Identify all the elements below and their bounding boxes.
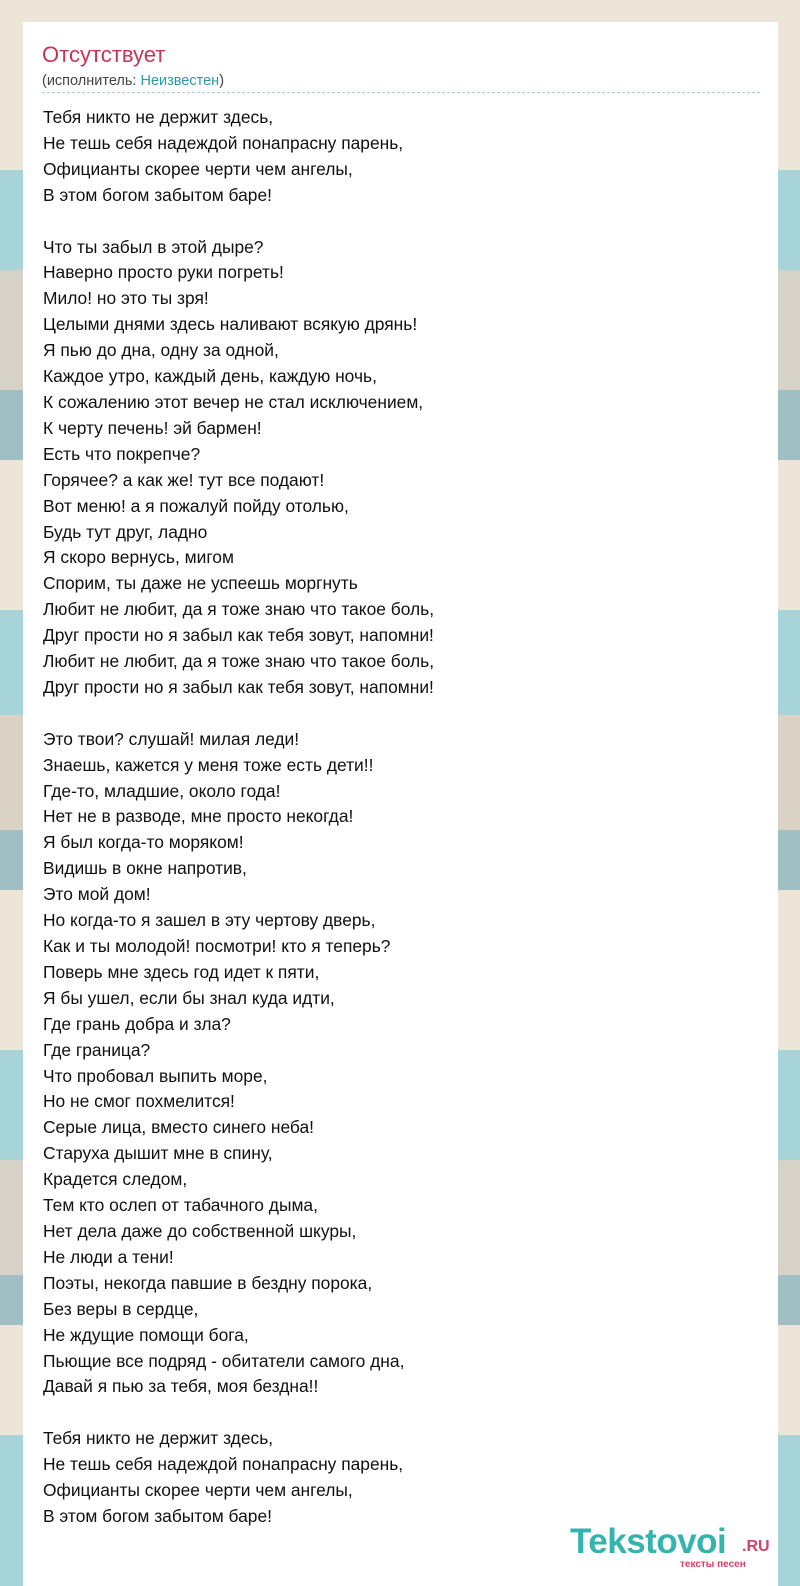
logo-tagline: тексты песен: [680, 1559, 746, 1570]
logo-tld: .RU: [742, 1538, 770, 1555]
lyrics-text: Тебя никто не держит здесь, Не тешь себя надеждой понапрасну парень, Официанты скорее черти чем ангелы, В этом богом забытом баре! Что ты забыл в этой дыре? Наверно просто руки погреть! Мило! но это ты зря! Целыми днями здесь наливают всякую дрянь! Я пью до дна, одну за одной, Каждое утро, каждый день, каждую ночь, К сожалению этот вечер не стал исключением, К черту печень! эй бармен! Есть что покрепче? Горячее? а как же! тут все подают! Вот меню! а я пожалуй пойду отолью, Будь тут друг, ладно Я скоро вернусь, мигом Спорим, ты даже не успеешь моргнуть Любит не любит, да я тоже знаю что такое боль, Друг прости но я забыл как тебя зовут, напомни! Любит не любит, да я тоже знаю что такое боль, Друг прости но я забыл как тебя зовут, напомни! Это твои? слушай! милая леди! Знаешь, кажется у меня тоже есть дети!! Где-то, младшие, около года! Нет не в разводе, мне просто некогда! Я был когда-то моряком! Видишь в окне напротив, Это мой дом! Но когда-то я зашел в эту чертову дверь, Как и ты молодой! посмотри! кто я теперь? Поверь мне здесь год идет к пяти, Я бы ушел, если бы знал куда идти, Где грань добра и зла? Где граница? Что пробовал выпить море, Но не смог похмелится! Серые лица, вместо синего неба! Старуха дышит мне в спину, Крадется следом, Тем кто ослеп от табачного дыма, Нет дела даже до собственной шкуры, Не люди а тени! Поэты, некогда павшие в бездну порока, Без веры в сердце, Не ждущие помощи бога, Пьющие все подряд - обитатели самого дна, Давай я пью за тебя, моя бездна!! Тебя никто не держит здесь, Не тешь себя надеждой понапрасну парень, Официанты скорее черти чем ангелы, В этом богом забытом баре!: [43, 107, 435, 1526]
site-logo[interactable]: [570, 1522, 780, 1582]
artist-line: [42, 73, 224, 89]
logo-wordmark: Tekstovoi: [570, 1522, 727, 1561]
title-divider: [42, 92, 760, 93]
lyrics-card: [23, 22, 778, 1586]
artist-prefix: (исполнитель:: [42, 73, 141, 89]
artist-suffix: ): [219, 73, 225, 89]
artist-link[interactable]: Неизвестен: [140, 73, 220, 89]
song-title: Отсутствует: [42, 42, 166, 67]
